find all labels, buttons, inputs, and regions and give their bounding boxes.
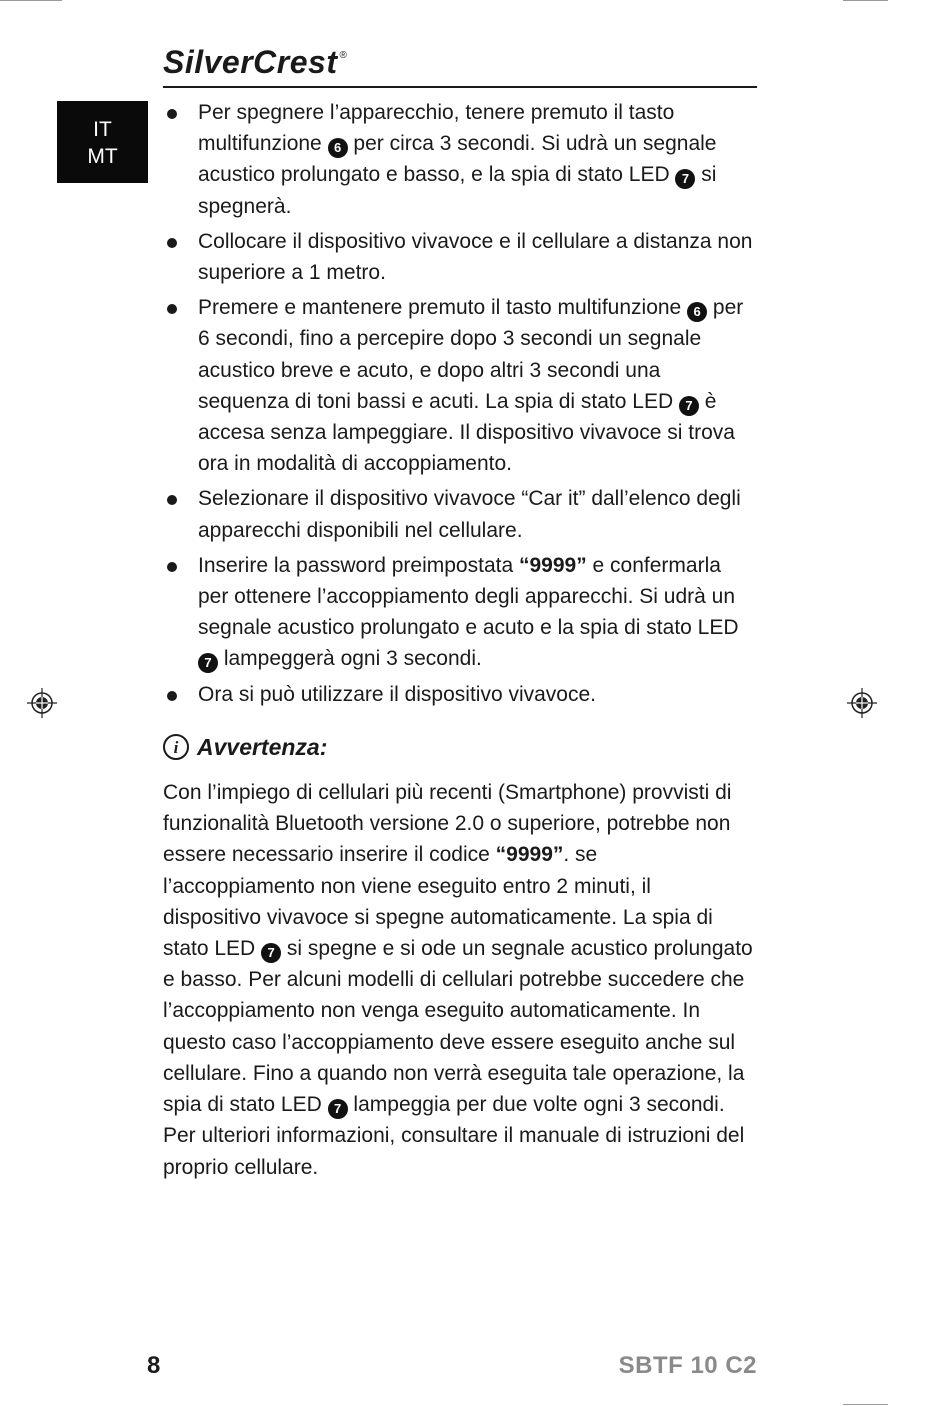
page-number: 8 xyxy=(147,1352,161,1379)
part-number-badge: 7 xyxy=(198,653,218,673)
list-item xyxy=(163,226,753,288)
brand-logo xyxy=(163,44,347,81)
bullet-icon xyxy=(167,562,177,572)
crop-mark-top-right xyxy=(843,0,888,1)
text-run: Con l’impiego di cellulari più recenti (Smartphone) provvisti di funzionalità Bluetooth versione 2.0 o superiore, potrebbe non essere necessario inserire il codice xyxy=(163,781,732,867)
list-item xyxy=(163,97,753,222)
part-number-badge: 7 xyxy=(328,1099,348,1119)
language-code-it: IT xyxy=(93,118,112,141)
part-number-badge: 6 xyxy=(328,138,348,158)
model-number: SBTF 10 C2 xyxy=(618,1352,757,1379)
text-run: è accesa senza lampeggiare. Il dispositivo vivavoce si trova ora in modalità di accoppiamento. xyxy=(198,389,735,476)
list-item xyxy=(163,292,753,479)
bullet-icon xyxy=(167,238,177,248)
crop-mark-bottom-right xyxy=(843,1404,888,1405)
note-heading xyxy=(163,732,753,763)
list-item xyxy=(163,483,753,545)
password-code: “9999” xyxy=(495,843,564,867)
header-rule xyxy=(163,86,757,88)
text-run: lampeggerà ogni 3 secondi. xyxy=(218,647,482,671)
part-number-badge: 6 xyxy=(687,302,707,322)
text-run: per 6 secondi, fino a percepire dopo 3 secondi un segnale acustico breve e acuto, e dopo altri 3 secondi una sequenza di toni bassi e acuti. La spia di stato LED xyxy=(198,296,744,413)
part-number-badge: 7 xyxy=(679,396,699,416)
brand-name: SilverCrest xyxy=(163,44,338,80)
text-run: e confermarla per ottenere l’accoppiamento degli apparecchi. Si udrà un segnale acustico prolungato e acuto e la spia di stato LED xyxy=(198,553,739,640)
text-run: . se l’accoppiamento non viene eseguito entro 2 minuti, il dispositivo vivavoce si spegne automaticamente. La spia di stato LED xyxy=(163,843,713,961)
bullet-icon xyxy=(167,304,177,314)
info-icon: i xyxy=(163,734,189,760)
list-item xyxy=(163,550,753,675)
list-item xyxy=(163,679,753,710)
instruction-list xyxy=(163,97,753,710)
trademark-symbol: ® xyxy=(339,50,348,61)
language-code-mt: MT xyxy=(87,145,118,168)
text-run: per circa 3 secondi. Si udrà un segnale acustico prolungato e basso, e la spia di stato LED xyxy=(198,132,717,187)
bullet-icon xyxy=(167,109,177,119)
crop-mark-top-left xyxy=(0,0,62,1)
language-tab xyxy=(57,101,148,183)
text-run: Per spegnere l’apparecchio, tenere premuto il tasto multifunzione xyxy=(198,101,675,156)
part-number-badge: 7 xyxy=(261,943,281,963)
text-run: Inserire la password preimpostata xyxy=(198,553,519,577)
text-run: lampeggia per due volte ogni 3 secondi. Per ulteriori informazioni, consultare il manuale di istruzioni del proprio cellulare. xyxy=(163,1093,745,1179)
text-run: Collocare il dispositivo vivavoce e il cellulare a distanza non superiore a 1 metro. xyxy=(198,229,753,285)
main-content xyxy=(163,97,753,1183)
note-body xyxy=(163,777,753,1183)
text-run: Ora si può utilizzare il dispositivo vivavoce. xyxy=(198,682,596,706)
bullet-icon xyxy=(167,691,177,701)
registration-mark-right-icon xyxy=(847,688,877,718)
note-title: Avvertenza: xyxy=(197,733,328,760)
text-run: si spegne e si ode un segnale acustico prolungato e basso. Per alcuni modelli di cellulari potrebbe succedere che l’accoppiamento non venga eseguito automaticamente. In questo caso l’accoppiamento deve essere eseguito anche sul cellulare. Fino a quando non verrà eseguita tale operazione, la spia di stato LED xyxy=(163,937,753,1117)
password-code: “9999” xyxy=(518,553,587,577)
part-number-badge: 7 xyxy=(675,169,695,189)
bullet-icon xyxy=(167,495,177,505)
registration-mark-left-icon xyxy=(27,688,57,718)
text-run: Premere e mantenere premuto il tasto multifunzione xyxy=(198,296,688,320)
text-run: Selezionare il dispositivo vivavoce “Car it” dall’elenco degli apparecchi disponibili nel cellulare. xyxy=(198,487,741,542)
text-run: si spegnerà. xyxy=(198,163,717,218)
